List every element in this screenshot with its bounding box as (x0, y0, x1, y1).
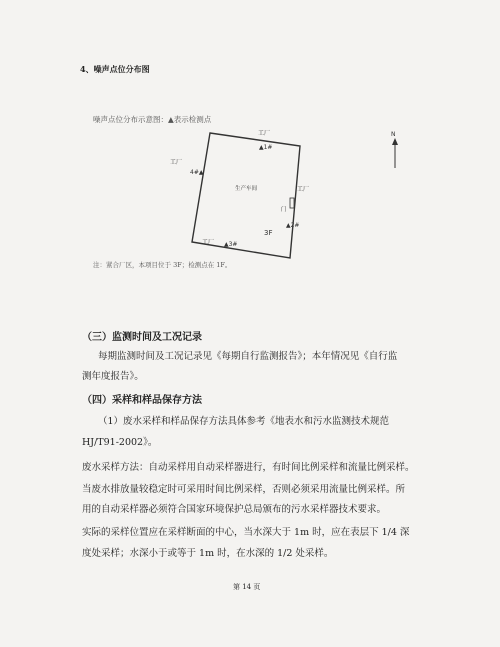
workshop-label: 生产车间 (235, 186, 258, 192)
diagram-note: 注：紧合厂区，本项目位于 3F；检测点在 1F。 (93, 261, 232, 269)
paragraph-2-line-1: （1）废水采样和样品保存方法具体参考《地表水和污水监测技术规范 (98, 416, 390, 427)
door-marker (290, 198, 294, 208)
section-3-heading: （三）监测时间及工况记录 (82, 332, 202, 343)
north-label: N (391, 131, 396, 138)
paragraph-3: 废水采样方法：自动采样用自动采样器进行，有时间比例采样和流量比例采样。 (82, 462, 415, 473)
paragraph-2-line-2: HJ/T91-2002》。 (82, 437, 158, 448)
point-2: ▲2# (286, 222, 300, 229)
point-1: ▲1# (259, 144, 273, 151)
factory-label-top: 工厂 (258, 130, 271, 137)
factory-label-left: 工厂 (170, 159, 183, 166)
section-4-title: 4、噪声点位分布图 (80, 64, 150, 74)
page-number: 第 14 页 (233, 583, 261, 591)
paragraph-7: 度处采样；水深小于或等于 1m 时，在水深的 1/2 处采样。 (82, 548, 334, 559)
paragraph-4: 当废水排放量较稳定时可采用时间比例采样，否则必须采用流量比例采样。所 (82, 484, 406, 495)
paragraph-6: 实际的采样位置应在采样断面的中心，当水深大于 1m 时，应在表层下 1/4 深 (82, 527, 410, 538)
point-4: 4#▲ (190, 169, 204, 176)
diagram-caption: 噪声点位分布示意图：▲表示检测点 (93, 115, 212, 124)
paragraph-1-line-2: 测年度报告》。 (82, 371, 144, 382)
paragraph-5: 用的自动采样器必须符合国家环境保护总局颁布的污水采样器技术要求。 (82, 504, 387, 515)
point-3: ▲3# (224, 241, 238, 248)
door-label: 门 (281, 207, 287, 213)
floor-label: 3F (264, 229, 273, 237)
noise-point-diagram (150, 118, 420, 268)
section-4-heading: （四）采样和样品保存方法 (82, 395, 202, 406)
north-arrow-head (392, 138, 398, 145)
factory-label-right: 工厂 (297, 186, 310, 193)
paragraph-1-line-1: 每期监测时间及工况记录见《每期自行监测报告》；本年情况见《自行监 (98, 351, 398, 362)
factory-label-bottom: 工厂 (202, 239, 215, 246)
